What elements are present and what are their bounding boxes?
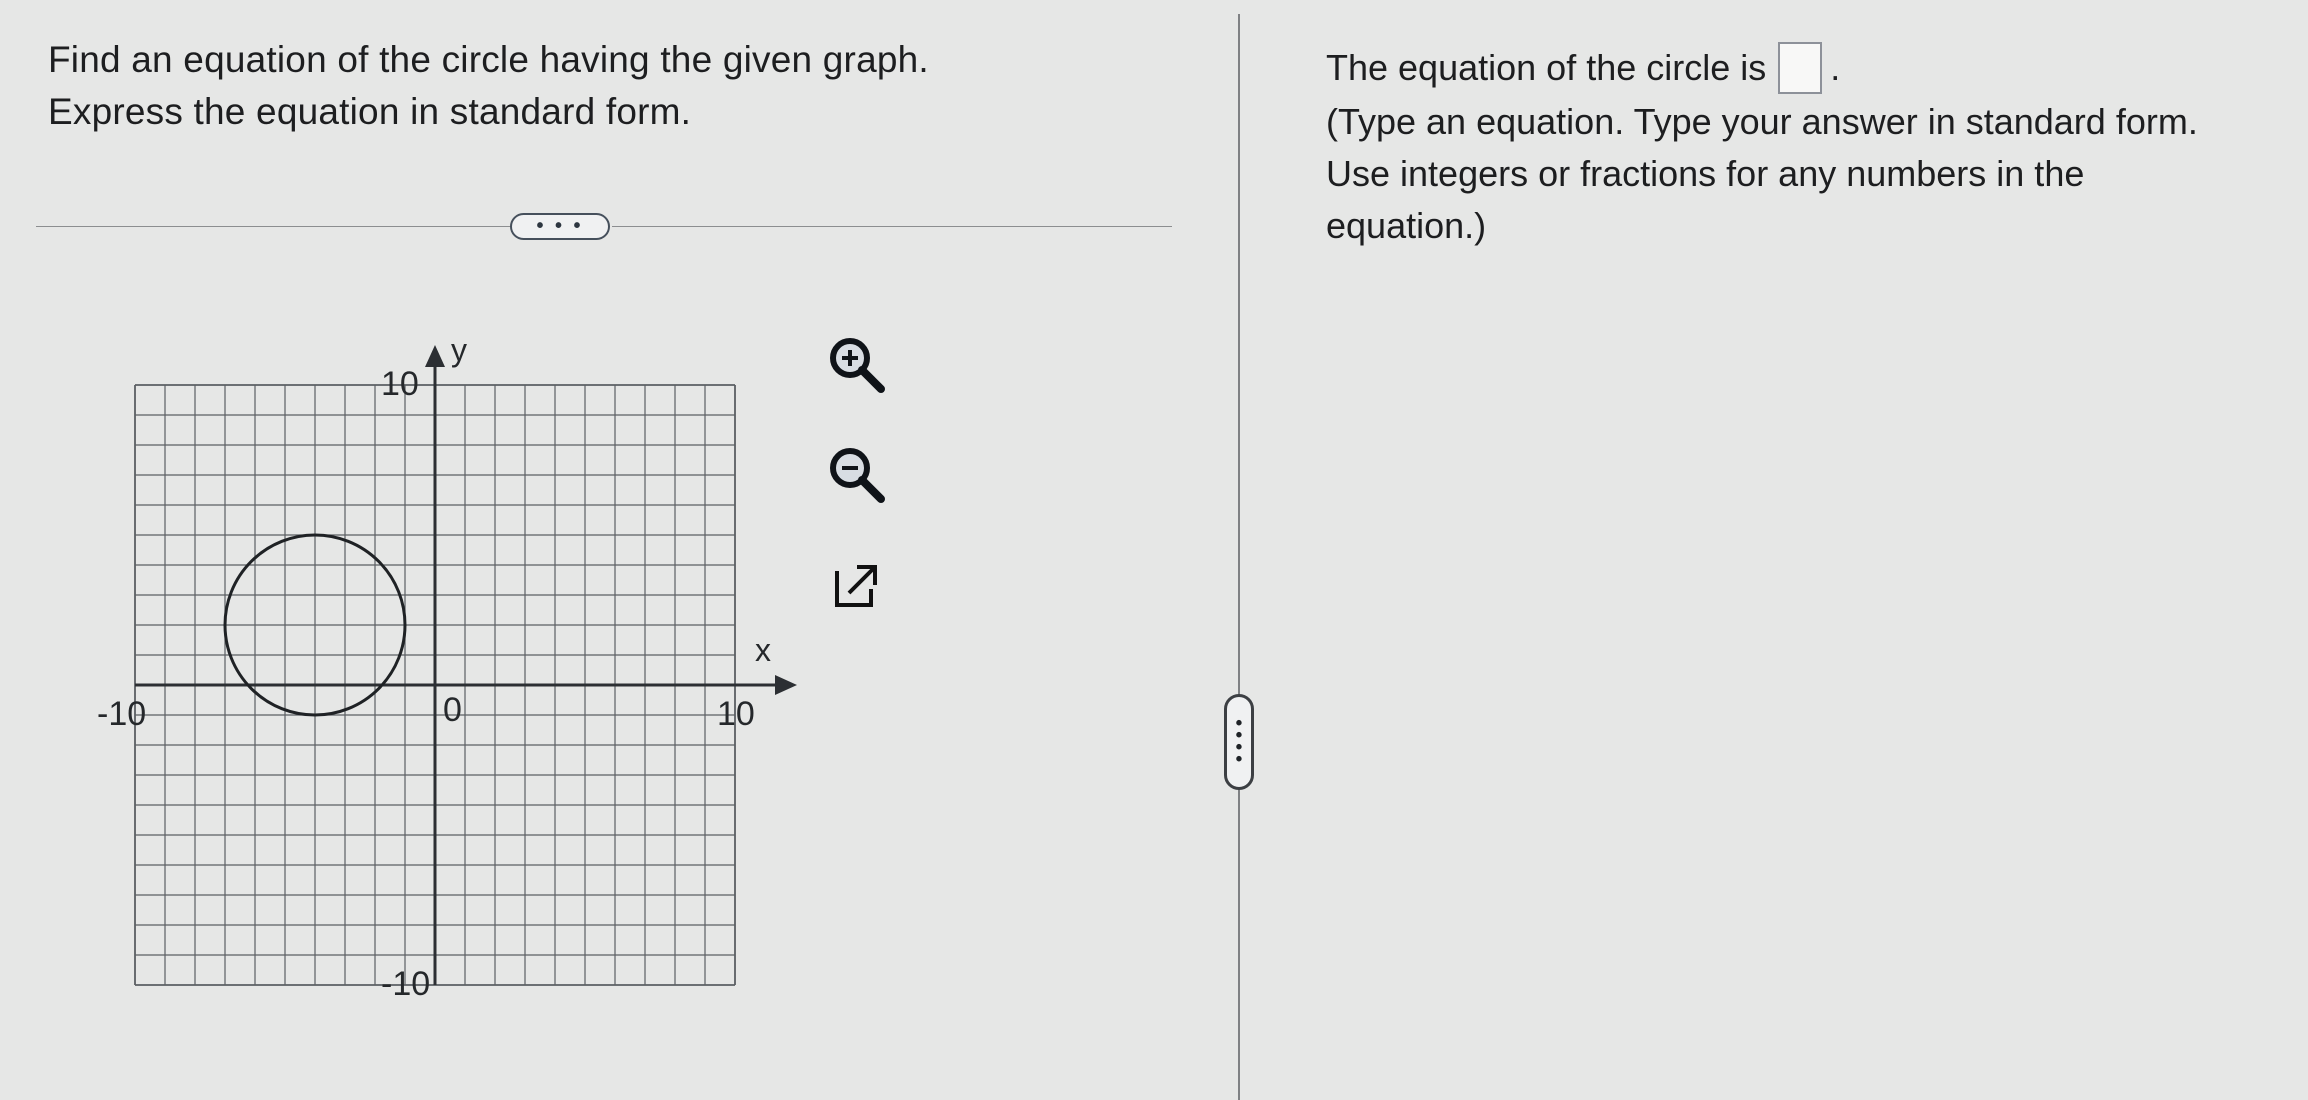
open-in-new-window-button[interactable] [822, 550, 892, 620]
y-axis-arrow [425, 345, 445, 367]
answer-period: . [1830, 47, 1841, 88]
separator-right [612, 226, 1172, 227]
x-axis-label: x [755, 632, 771, 668]
zoom-out-icon [825, 443, 889, 507]
zoom-in-button[interactable] [822, 330, 892, 400]
separator-left [36, 226, 514, 227]
expand-question-button[interactable]: • • • [510, 213, 610, 240]
x-max-tick-label: 10 [717, 695, 755, 733]
question-prompt [48, 34, 929, 138]
y-max-tick-label: 10 [381, 365, 419, 403]
expand-panel-dots: • • • • [1235, 713, 1243, 770]
coordinate-graph [95, 325, 835, 1015]
answer-instructions: (Type an equation. Type your answer in standard form. Use integers or fractions for any numbers in the equation.) [1326, 101, 2198, 246]
x-min-tick-label: -10 [97, 695, 147, 733]
zoom-out-button[interactable] [822, 440, 892, 510]
expand-panel-button[interactable] [1224, 694, 1254, 790]
answer-prompt: The equation of the circle is [1326, 47, 1767, 88]
answer-panel [1326, 42, 2246, 252]
answer-row [1326, 42, 2246, 94]
origin-label: 0 [443, 691, 462, 729]
external-link-icon [829, 557, 885, 613]
panel-divider [1238, 14, 1240, 1100]
answer-input-box[interactable] [1778, 42, 1822, 94]
zoom-in-icon [825, 333, 889, 397]
x-axis-arrow [775, 675, 797, 695]
y-min-tick-label: -10 [381, 965, 431, 1003]
graph-panel [95, 325, 835, 1015]
question-line-2: Express the equation in standard form. [48, 91, 692, 132]
question-line-1: Find an equation of the circle having the given graph. [48, 39, 929, 80]
y-axis-label: y [451, 332, 467, 368]
